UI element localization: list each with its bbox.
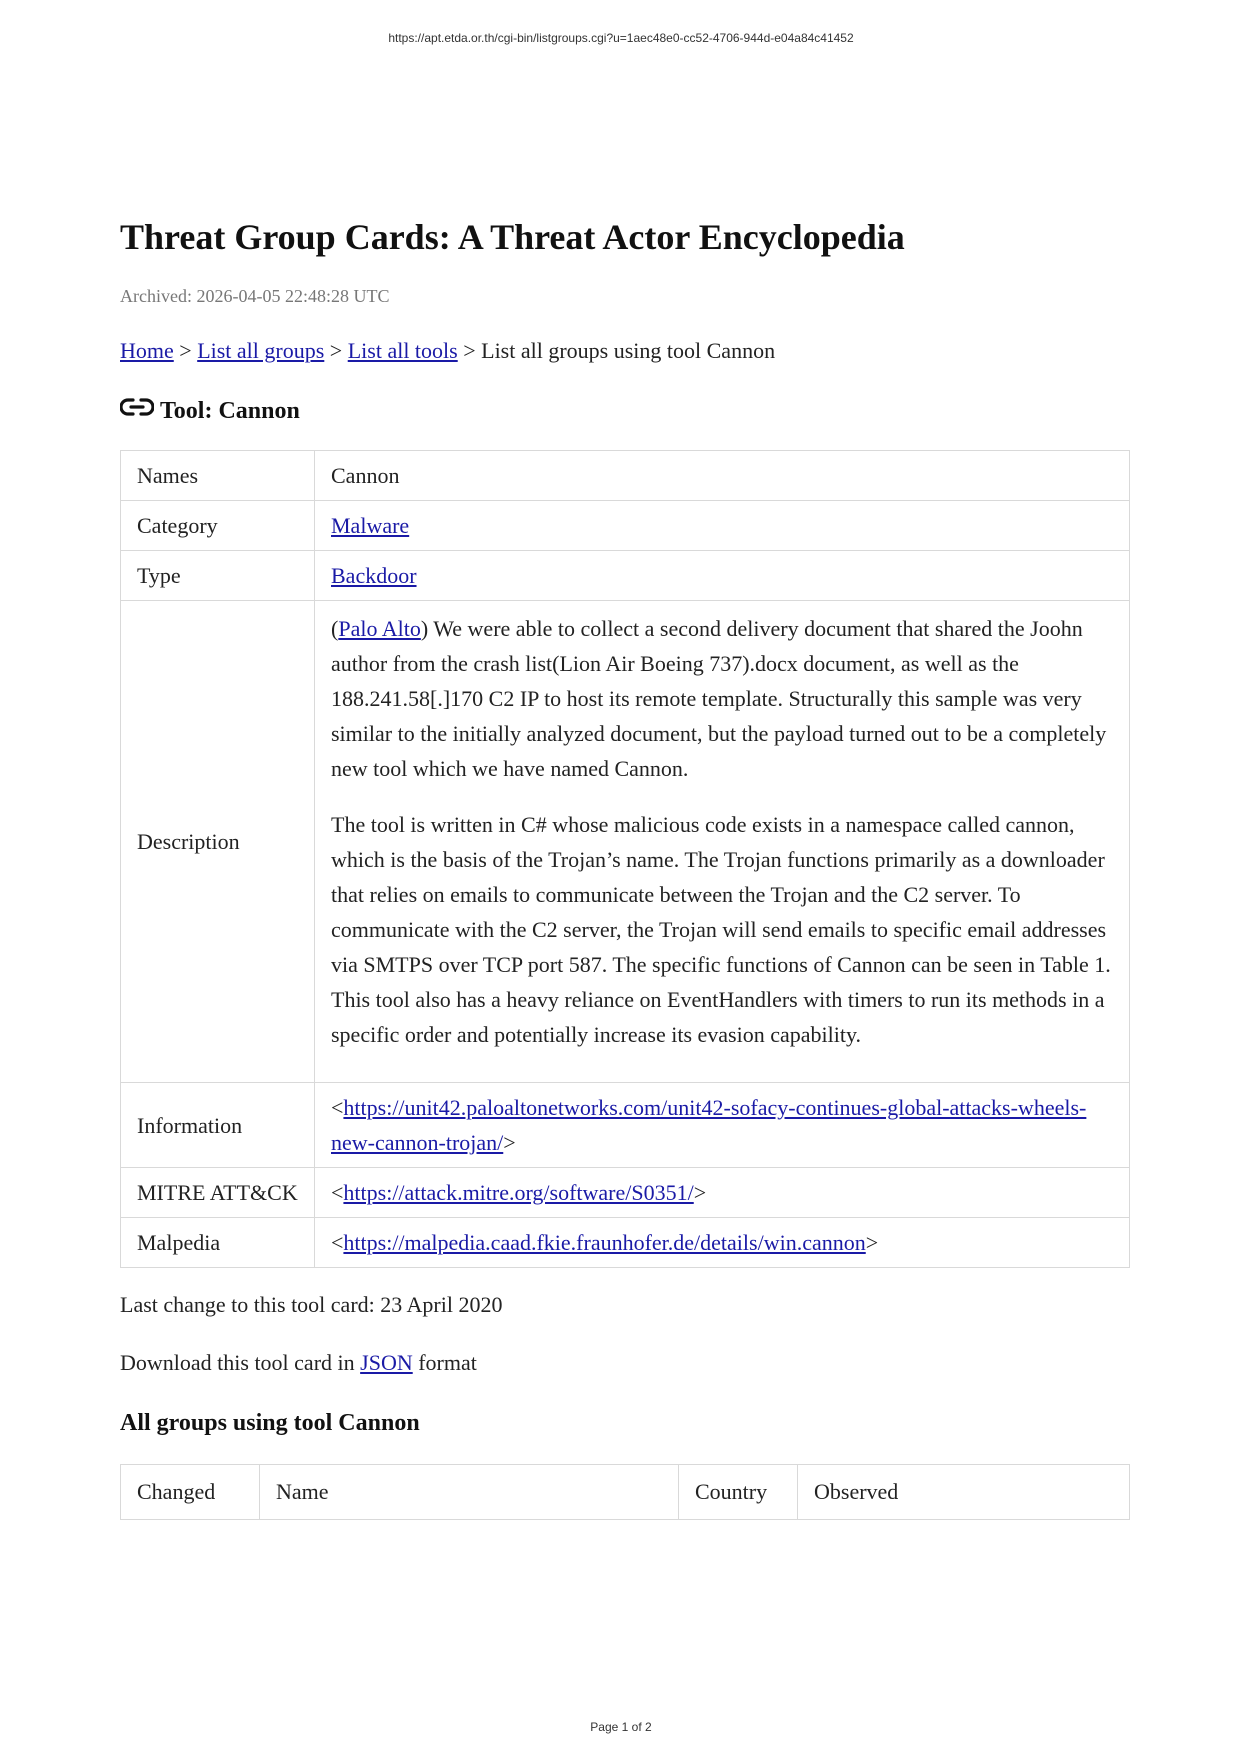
category-cell <box>315 501 1130 551</box>
archived-timestamp: Archived: 2026-04-05 22:48:28 UTC <box>120 286 390 306</box>
tool-heading-text: Tool: Cannon <box>160 398 300 424</box>
description-cell <box>315 601 1130 1083</box>
names-value: Cannon <box>315 451 1130 501</box>
breadcrumb-separator: > <box>329 338 343 363</box>
breadcrumb-groups-link[interactable]: List all groups <box>197 338 325 363</box>
breadcrumb-separator: > <box>179 338 192 363</box>
download-suffix: format <box>418 1350 477 1375</box>
names-label: Names <box>121 451 315 501</box>
malpedia-cell <box>315 1218 1130 1268</box>
angle-close: > <box>693 1180 707 1205</box>
type-cell <box>315 551 1130 601</box>
table-row <box>121 551 1130 601</box>
angle-close: > <box>503 1130 516 1155</box>
main-content <box>120 212 1130 1520</box>
table-row <box>121 451 1130 501</box>
breadcrumb <box>120 336 1130 366</box>
column-header-country: Country <box>679 1465 798 1520</box>
groups-table <box>120 1464 1130 1520</box>
angle-close: > <box>865 1230 879 1255</box>
table-row <box>121 501 1130 551</box>
mitre-cell <box>315 1168 1130 1218</box>
malpedia-label: Malpedia <box>121 1218 315 1268</box>
category-link[interactable]: Malware <box>331 513 410 538</box>
paren-open: ( <box>331 616 339 641</box>
page-title: Threat Group Cards: A Threat Actor Encyclopedia <box>120 217 905 257</box>
column-header-observed: Observed <box>798 1465 1130 1520</box>
category-label: Category <box>121 501 315 551</box>
angle-open: < <box>331 1095 344 1120</box>
breadcrumb-home-link[interactable]: Home <box>120 338 174 363</box>
download-prefix: Download this tool card in <box>120 1350 355 1375</box>
last-change: Last change to this tool card: 23 April 2020 <box>120 1292 503 1317</box>
description-paragraph: The tool is written in C# whose malicious code exists in a namespace called cannon, which is the basis of the Trojan’s name. The Trojan functions primarily as a downloader that relies on emails to communicate between the Trojan and the C2 server. To communicate with the C2 server, the Trojan will send emails to specific email addresses via SMTPS over TCP port 587. The specific functions of Cannon can be seen in Table 1. This tool also has a heavy reliance on EventHandlers with timers to run its methods in a specific order and potentially increase its evasion capability. <box>331 812 1111 1047</box>
source-link[interactable]: Palo Alto <box>338 616 421 641</box>
json-download-link[interactable]: JSON <box>360 1350 413 1375</box>
information-cell <box>315 1083 1130 1168</box>
column-header-changed: Changed <box>121 1465 260 1520</box>
type-label: Type <box>121 551 315 601</box>
description-paragraph <box>331 611 1113 786</box>
information-label: Information <box>121 1083 315 1168</box>
column-header-name: Name <box>260 1465 679 1520</box>
description-label: Description <box>121 601 315 1083</box>
mitre-label: MITRE ATT&CK <box>121 1168 315 1218</box>
link-icon <box>120 396 154 418</box>
tool-heading <box>120 396 1130 426</box>
table-row <box>121 1218 1130 1268</box>
breadcrumb-current: > List all groups using tool Cannon <box>463 338 776 363</box>
mitre-link[interactable]: https://attack.mitre.org/software/S0351/ <box>343 1180 694 1205</box>
groups-heading: All groups using tool Cannon <box>120 1410 420 1436</box>
page-url: https://apt.etda.or.th/cgi-bin/listgroups.cgi?u=1aec48e0-cc52-4706-944d-e04a84c41452 <box>388 31 854 45</box>
information-link[interactable]: https://unit42.paloaltonetworks.com/unit42-sofacy-continues-global-attacks-wheels-new-cannon-trojan/ <box>331 1095 1087 1155</box>
angle-open: < <box>331 1180 344 1205</box>
table-row <box>121 1168 1130 1218</box>
table-header-row <box>121 1465 1130 1520</box>
malpedia-link[interactable]: https://malpedia.caad.fkie.fraunhofer.de/details/win.cannon <box>343 1230 866 1255</box>
table-row <box>121 1083 1130 1168</box>
type-link[interactable]: Backdoor <box>331 563 417 588</box>
table-row <box>121 601 1130 1083</box>
page-number: Page 1 of 2 <box>590 1720 652 1734</box>
description-text: ) We were able to collect a second delivery document that shared the Joohn author from the crash list(Lion Air Boeing 737).docx document, as well as the 188.241.58[.]170 C2 IP to host its remote template. Structurally this sample was very similar to the initially analyzed document, but the payload turned out to be a completely new tool which we have named Cannon. <box>331 616 1107 781</box>
download-line <box>120 1348 1130 1378</box>
angle-open: < <box>331 1230 344 1255</box>
breadcrumb-tools-link[interactable]: List all tools <box>347 338 458 363</box>
tool-card-table <box>120 450 1130 1268</box>
